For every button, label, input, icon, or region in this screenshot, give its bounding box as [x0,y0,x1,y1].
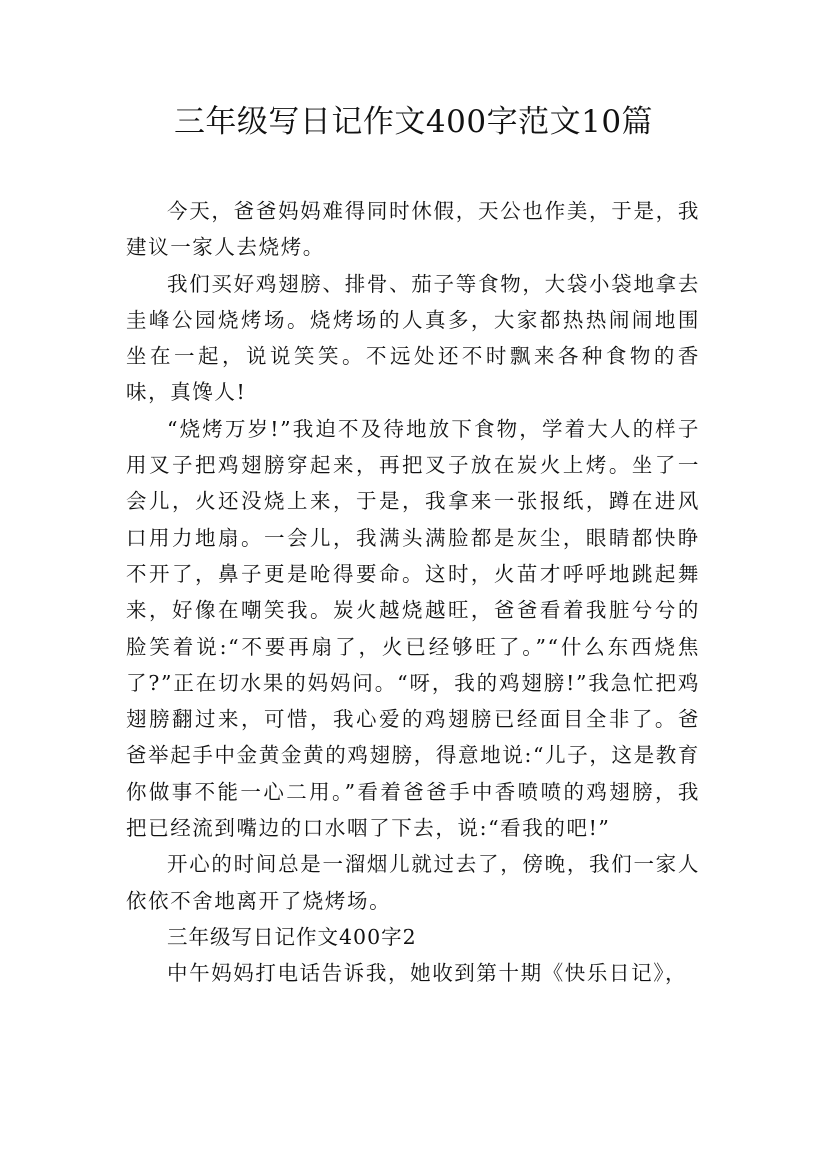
paragraph: 中午妈妈打电话告诉我，她收到第十期《快乐日记》， [167,961,688,986]
section-heading: 三年级写日记作文400字2 [167,924,417,949]
paragraph: “烧烤万岁!”我迫不及待地放下食物，学着大人的样子用叉子把鸡翅膀穿起来，再把叉子放在炭火上烤。坐了一会儿，火还没烧上来，于是，我拿来一张报纸，蹲在进风口用力地扇。一会儿，我满头满脸都是灰尘，眼睛都快睁不开了，鼻子更是呛得要命。这时，火苗才呼呼地跳起舞来，好像在嘲笑我。炭火越烧越旺，爸爸看着我脏兮兮的脸笑着说:“不要再扇了，火已经够旺了。”“什么东西烧焦了?”正在切水果的妈妈问。“呀，我的鸡翅膀!”我急忙把鸡翅膀翻过来，可惜，我心爱的鸡翅膀已经面目全非了。爸爸举起手中金黄金黄的鸡翅膀，得意地说:“儿子，这是教育你做事不能一心二用。”看着爸爸手中香喷喷的鸡翅膀，我把已经流到嘴边的口水咽了下去，说:“看我的吧!” [126,416,700,841]
paragraph: 我们买好鸡翅膀、排骨、茄子等食物，大袋小袋地拿去圭峰公园烧烤场。烧烤场的人真多，大家都热热闹闹地围坐在一起，说说笑笑。不远处还不时飘来各种食物的香味，真馋人! [126,271,700,405]
document-title: 三年级写日记作文400字范文10篇 [173,104,654,140]
document-body [126,193,700,992]
paragraph: 今天，爸爸妈妈难得同时休假，天公也作美，于是，我建议一家人去烧烤。 [126,199,700,260]
paragraph: 开心的时间总是一溜烟儿就过去了，傍晚，我们一家人依依不舍地离开了烧烤场。 [126,852,700,913]
